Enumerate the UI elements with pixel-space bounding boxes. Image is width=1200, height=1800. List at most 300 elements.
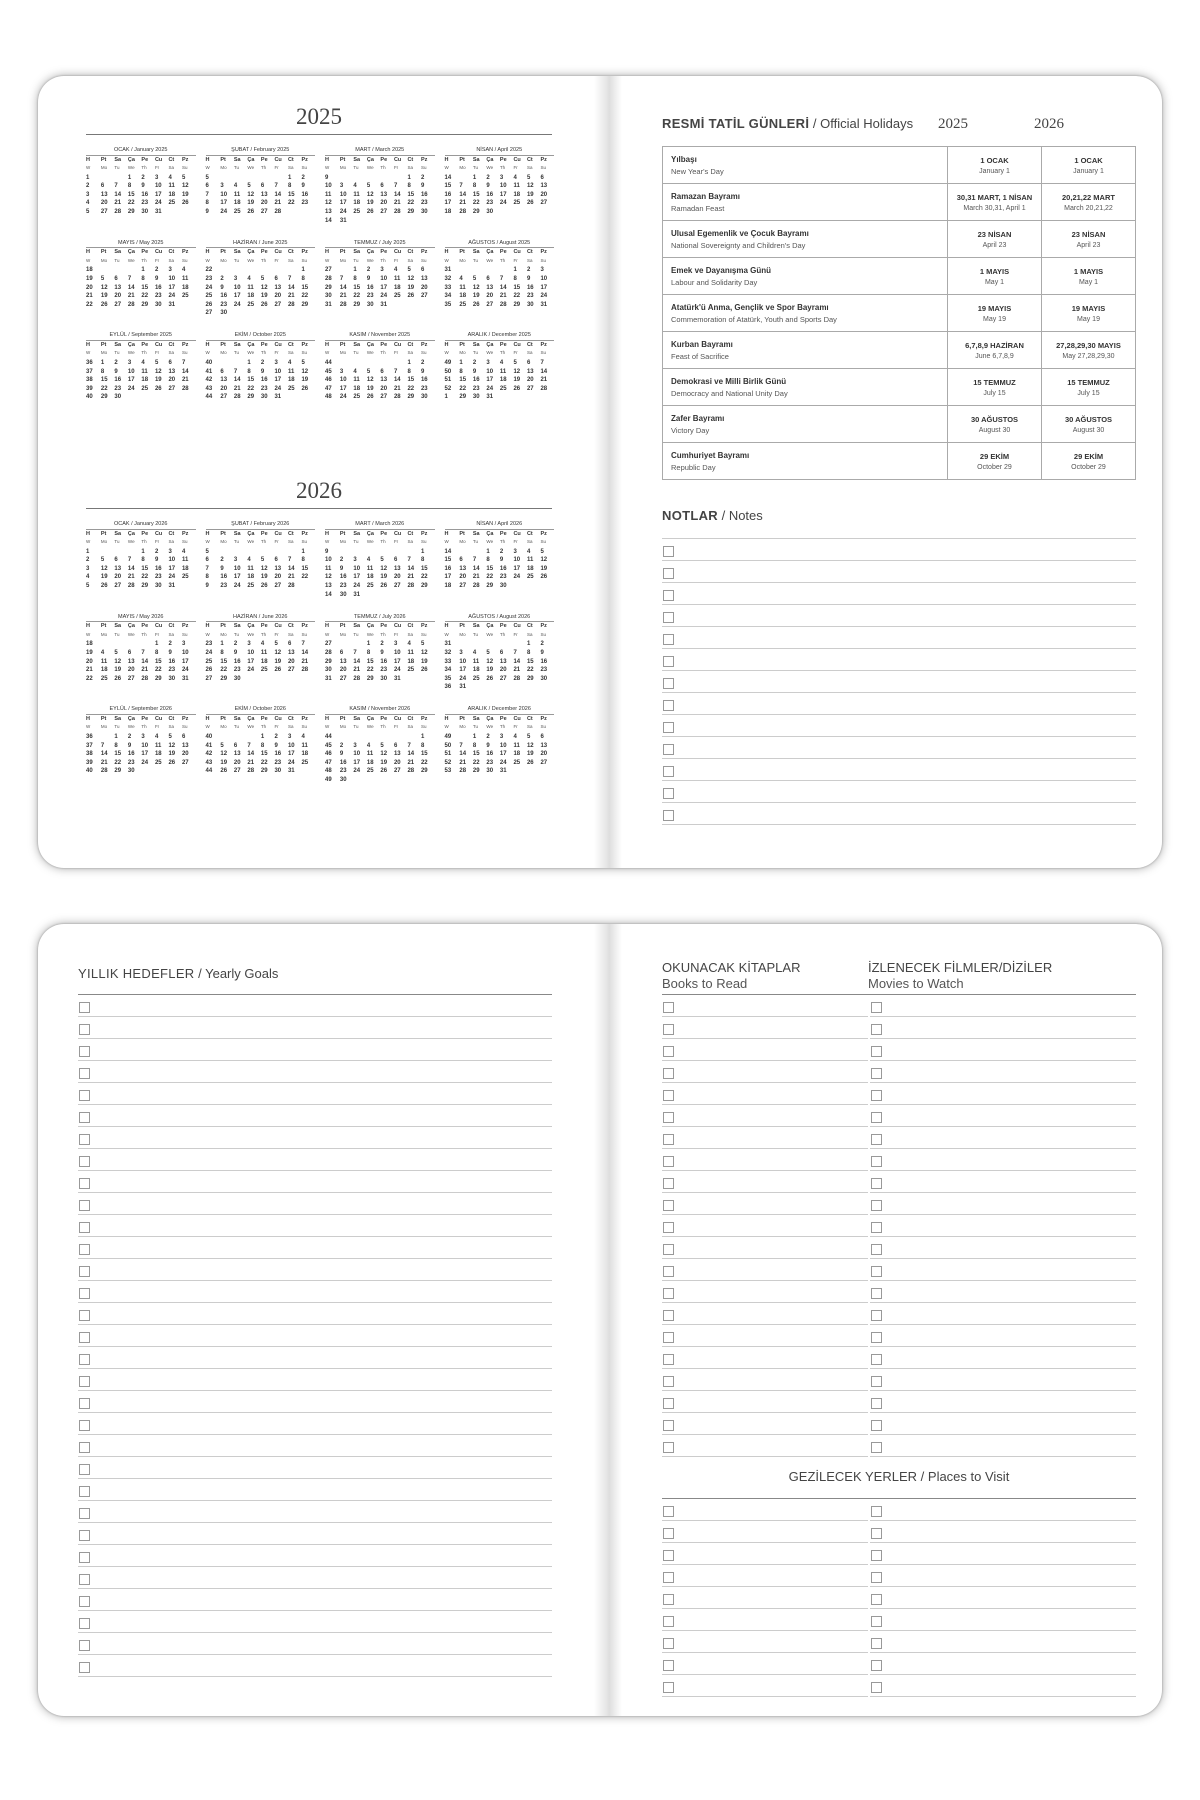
checklist-line[interactable] — [870, 1347, 1136, 1369]
checkbox[interactable] — [871, 1420, 882, 1431]
checklist-line[interactable] — [78, 1017, 552, 1039]
checklist-line[interactable] — [662, 605, 1136, 627]
week-number: 30 — [325, 667, 332, 674]
checkbox[interactable] — [871, 1506, 882, 1517]
checklist-line[interactable] — [78, 1611, 552, 1633]
checkbox[interactable] — [871, 1090, 882, 1101]
checklist-line[interactable] — [870, 1281, 1136, 1303]
empty-day-cell — [261, 310, 275, 317]
checklist-line[interactable] — [662, 693, 1136, 715]
checkbox[interactable] — [663, 678, 674, 689]
day-cell: 30 — [114, 394, 122, 401]
day-cell: 15 — [472, 191, 480, 198]
checklist-line[interactable] — [78, 1545, 552, 1567]
day-cell: 11 — [168, 183, 175, 190]
checkbox[interactable] — [663, 1594, 674, 1605]
checklist-line[interactable] — [662, 1215, 868, 1237]
weekday-header: Ça — [366, 623, 374, 630]
day-cell: 1 — [459, 360, 463, 366]
checklist-line[interactable] — [662, 715, 1136, 737]
checkbox[interactable] — [663, 546, 674, 557]
day-cell: 15 — [353, 284, 361, 291]
checklist-line[interactable] — [662, 1609, 868, 1631]
empty-day-cell — [340, 549, 354, 556]
checklist-line[interactable] — [662, 1149, 868, 1171]
checklist-line[interactable] — [78, 1083, 552, 1105]
checkbox[interactable] — [663, 1528, 674, 1539]
checklist-line[interactable] — [662, 1017, 868, 1039]
checklist-line[interactable] — [662, 1193, 868, 1215]
checklist-line[interactable] — [662, 759, 1136, 781]
checklist-line[interactable] — [870, 1259, 1136, 1281]
checkbox[interactable] — [871, 1660, 882, 1671]
checklist-line[interactable] — [78, 1259, 552, 1281]
checkbox[interactable] — [79, 1574, 90, 1585]
checklist-line[interactable] — [662, 995, 868, 1017]
checkbox[interactable] — [79, 1398, 90, 1409]
checkbox[interactable] — [79, 1134, 90, 1145]
day-cell: 10 — [154, 183, 162, 190]
checkbox[interactable] — [663, 1332, 674, 1343]
checkbox[interactable] — [871, 1594, 882, 1605]
checklist-line[interactable] — [662, 737, 1136, 759]
checklist-line[interactable] — [662, 1325, 868, 1347]
checkbox[interactable] — [663, 1354, 674, 1365]
weekday-header: Pt — [459, 715, 465, 722]
checkbox[interactable] — [79, 1090, 90, 1101]
checklist-line[interactable] — [78, 1391, 552, 1413]
checkbox[interactable] — [871, 1046, 882, 1057]
checklist-line[interactable] — [870, 1499, 1136, 1521]
checklist-line[interactable] — [662, 583, 1136, 605]
checkbox[interactable] — [871, 1332, 882, 1343]
weekday-header-en: We — [247, 165, 255, 171]
checklist-line[interactable] — [870, 1061, 1136, 1083]
checkbox[interactable] — [79, 1376, 90, 1387]
checklist-line[interactable] — [870, 1653, 1136, 1675]
checkbox[interactable] — [663, 1572, 674, 1583]
checkbox[interactable] — [663, 1134, 674, 1145]
checkbox[interactable] — [663, 1024, 674, 1035]
checklist-line[interactable] — [662, 1171, 868, 1193]
checkbox[interactable] — [79, 1024, 90, 1035]
checkbox[interactable] — [871, 1178, 882, 1189]
checklist-line[interactable] — [870, 1127, 1136, 1149]
checkbox[interactable] — [663, 1002, 674, 1013]
day-cell: 22 — [247, 385, 255, 392]
empty-day-cell — [247, 676, 261, 683]
year-title-2025: 2025 — [86, 104, 552, 135]
checkbox[interactable] — [871, 1354, 882, 1365]
checklist-line[interactable] — [870, 1237, 1136, 1259]
day-cell: 21 — [181, 377, 189, 384]
weekday-header-en: Tu — [472, 724, 478, 730]
checkbox[interactable] — [663, 722, 674, 733]
week-number: 23 — [205, 275, 213, 282]
checkbox[interactable] — [871, 1266, 882, 1277]
day-cell: 16 — [472, 377, 480, 384]
checkbox[interactable] — [663, 1616, 674, 1627]
checkbox[interactable] — [663, 700, 674, 711]
day-cell: 11 — [247, 565, 254, 572]
checkbox[interactable] — [79, 1310, 90, 1321]
checkbox[interactable] — [663, 1200, 674, 1211]
checklist-line[interactable] — [78, 1501, 552, 1523]
checkbox[interactable] — [663, 1660, 674, 1671]
checkbox[interactable] — [79, 1068, 90, 1079]
checklist-line[interactable] — [870, 1171, 1136, 1193]
weekday-header: Sa — [114, 623, 122, 630]
weekday-header-en: Sa — [526, 165, 533, 171]
checkbox[interactable] — [663, 1506, 674, 1517]
checkbox[interactable] — [663, 1046, 674, 1057]
checkbox[interactable] — [79, 1112, 90, 1123]
checkbox[interactable] — [79, 1508, 90, 1519]
checkbox[interactable] — [663, 568, 674, 579]
day-cell: 22 — [459, 385, 467, 392]
day-cell: 5 — [420, 641, 425, 648]
checkbox[interactable] — [871, 1616, 882, 1627]
checkbox[interactable] — [663, 1266, 674, 1277]
checkbox[interactable] — [663, 1310, 674, 1321]
week-number: 39 — [86, 385, 93, 392]
checklist-line[interactable] — [662, 1675, 868, 1697]
checklist-line[interactable] — [662, 671, 1136, 693]
weekday-header: Sa — [114, 530, 122, 537]
checkbox[interactable] — [79, 1178, 90, 1189]
checklist-line[interactable] — [870, 1215, 1136, 1237]
checklist-line[interactable] — [662, 1281, 868, 1303]
checklist-line[interactable] — [662, 1303, 868, 1325]
checklist-line[interactable] — [78, 1193, 552, 1215]
checkbox[interactable] — [871, 1200, 882, 1211]
weekday-header: Ça — [486, 249, 494, 256]
checkbox[interactable] — [871, 1156, 882, 1167]
checklist-line[interactable] — [870, 1017, 1136, 1039]
checkbox[interactable] — [663, 1420, 674, 1431]
checklist-line[interactable] — [870, 1325, 1136, 1347]
checklist-line[interactable] — [662, 1105, 868, 1127]
checkbox[interactable] — [79, 1552, 90, 1563]
checkbox[interactable] — [871, 1442, 882, 1453]
day-cell: 4 — [353, 183, 357, 190]
holidays-year-2: 2026 — [1034, 116, 1064, 132]
checkbox[interactable] — [663, 1178, 674, 1189]
checkbox[interactable] — [663, 1068, 674, 1079]
checklist-line[interactable] — [78, 1237, 552, 1259]
day-cell: 13 — [100, 191, 108, 198]
week-number: 38 — [86, 751, 93, 758]
checklist-line[interactable] — [78, 1149, 552, 1171]
checklist-line[interactable] — [78, 1589, 552, 1611]
checkbox[interactable] — [79, 1618, 90, 1629]
checklist-line[interactable] — [78, 1061, 552, 1083]
checkbox[interactable] — [871, 1638, 882, 1649]
checkbox[interactable] — [663, 1638, 674, 1649]
checklist-line[interactable] — [870, 1303, 1136, 1325]
checkbox[interactable] — [79, 1002, 90, 1013]
weekday-header-en: Mo — [100, 631, 108, 637]
checkbox[interactable] — [79, 1354, 90, 1365]
month-calendar — [86, 333, 196, 401]
checklist-line[interactable] — [870, 1391, 1136, 1413]
checklist-line[interactable] — [662, 1259, 868, 1281]
checkbox[interactable] — [663, 1376, 674, 1387]
checklist-line[interactable] — [78, 1303, 552, 1325]
checkbox[interactable] — [663, 1222, 674, 1233]
day-cell: 6 — [459, 557, 463, 564]
day-cell: 9 — [154, 557, 159, 564]
checklist-line[interactable] — [662, 649, 1136, 671]
empty-day-cell — [288, 209, 302, 216]
checklist-line[interactable] — [870, 995, 1136, 1017]
day-cell: 27 — [274, 583, 282, 590]
weekday-header-en: Fr — [393, 257, 399, 263]
empty-day-cell — [128, 394, 142, 401]
checklist-line[interactable] — [662, 1631, 868, 1653]
checklist-line[interactable] — [870, 1521, 1136, 1543]
day-cell: 9 — [472, 368, 477, 375]
checkbox[interactable] — [871, 1398, 882, 1409]
day-cell: 26 — [114, 675, 122, 682]
day-cell: 8 — [301, 275, 305, 282]
checkbox[interactable] — [79, 1288, 90, 1299]
weekday-header-en: We — [486, 257, 494, 263]
checkbox[interactable] — [663, 1112, 674, 1123]
checkbox[interactable] — [79, 1464, 90, 1475]
checkbox[interactable] — [871, 1222, 882, 1233]
checkbox[interactable] — [663, 656, 674, 667]
checklist-line[interactable] — [662, 1369, 868, 1391]
checkbox[interactable] — [871, 1002, 882, 1013]
checkbox[interactable] — [663, 1398, 674, 1409]
checkbox[interactable] — [663, 634, 674, 645]
checklist-line[interactable] — [78, 1281, 552, 1303]
day-cell: 18 — [513, 191, 521, 198]
checkbox[interactable] — [871, 1572, 882, 1583]
day-cell: 20 — [486, 293, 494, 300]
day-cell: 26 — [154, 385, 162, 392]
checkbox[interactable] — [663, 612, 674, 623]
checkbox[interactable] — [663, 1244, 674, 1255]
checklist-line[interactable] — [78, 1039, 552, 1061]
checkbox[interactable] — [79, 1530, 90, 1541]
checklist-line[interactable] — [78, 1347, 552, 1369]
empty-day-cell — [247, 310, 261, 317]
checkbox[interactable] — [79, 1420, 90, 1431]
checkbox[interactable] — [871, 1134, 882, 1145]
week-header-en: W — [444, 539, 449, 545]
checklist-line[interactable] — [78, 1567, 552, 1589]
day-cell: 1 — [301, 267, 305, 274]
weekday-header: Pt — [220, 156, 226, 163]
checklist-line[interactable] — [78, 1523, 552, 1545]
checklist-line[interactable] — [662, 1543, 868, 1565]
day-cell: 20 — [393, 574, 401, 581]
checklist-line[interactable] — [870, 1631, 1136, 1653]
day-cell: 10 — [380, 275, 388, 282]
checklist-line[interactable] — [662, 539, 1136, 561]
checkbox[interactable] — [663, 766, 674, 777]
checklist-line[interactable] — [870, 1149, 1136, 1171]
checkbox[interactable] — [663, 1288, 674, 1299]
checkbox[interactable] — [663, 1550, 674, 1561]
checklist-line[interactable] — [662, 627, 1136, 649]
checkbox[interactable] — [663, 788, 674, 799]
checklist-line[interactable] — [662, 1391, 868, 1413]
day-cell: 21 — [127, 574, 135, 581]
checklist-line[interactable] — [662, 1039, 868, 1061]
checkbox[interactable] — [871, 1682, 882, 1693]
day-cell: 12 — [420, 649, 428, 656]
day-cell: 14 — [247, 751, 255, 758]
checklist-line[interactable] — [870, 1587, 1136, 1609]
checkbox[interactable] — [79, 1222, 90, 1233]
week-number: 6 — [205, 183, 209, 190]
holiday-row — [663, 258, 1136, 295]
checklist-line[interactable] — [78, 995, 552, 1017]
checklist-line[interactable] — [662, 1521, 868, 1543]
day-cell: 31 — [459, 684, 467, 691]
checklist-line[interactable] — [662, 1587, 868, 1609]
day-cell: 14 — [287, 284, 295, 291]
checkbox[interactable] — [79, 1046, 90, 1057]
month-title: OCAK / January 2026 — [86, 522, 196, 530]
checklist-line[interactable] — [870, 1193, 1136, 1215]
checklist-line[interactable] — [78, 1457, 552, 1479]
checkbox[interactable] — [871, 1024, 882, 1035]
checklist-line[interactable] — [78, 1325, 552, 1347]
day-cell: 25 — [513, 200, 521, 207]
checkbox[interactable] — [79, 1332, 90, 1343]
checkbox[interactable] — [871, 1528, 882, 1539]
checkbox[interactable] — [663, 1090, 674, 1101]
weekday-header-en: Mo — [220, 724, 227, 730]
weekday-header-en: Th — [499, 539, 506, 545]
checklist-line[interactable] — [662, 1347, 868, 1369]
checklist-line[interactable] — [662, 1565, 868, 1587]
checklist-line[interactable] — [870, 1675, 1136, 1697]
checkbox[interactable] — [871, 1244, 882, 1255]
week-number: 44 — [205, 768, 213, 775]
checklist-line[interactable] — [662, 1435, 868, 1457]
checkbox[interactable] — [79, 1662, 90, 1673]
checklist-line[interactable] — [78, 1171, 552, 1193]
day-cell: 6 — [114, 275, 118, 282]
checklist-line[interactable] — [78, 1127, 552, 1149]
week-number: 44 — [205, 394, 213, 401]
checklist-line[interactable] — [662, 1127, 868, 1149]
places-title-en: / Places to Visit — [920, 1469, 1010, 1484]
checklist-line[interactable] — [870, 1565, 1136, 1587]
checklist-line[interactable] — [662, 561, 1136, 583]
day-cell: 9 — [260, 368, 265, 375]
checkbox[interactable] — [663, 590, 674, 601]
checkbox[interactable] — [79, 1200, 90, 1211]
checklist-line[interactable] — [78, 1479, 552, 1501]
checkbox[interactable] — [663, 1682, 674, 1693]
checklist-line[interactable] — [870, 1039, 1136, 1061]
day-cell: 11 — [459, 284, 466, 291]
day-cell: 10 — [499, 742, 507, 749]
checkbox[interactable] — [871, 1288, 882, 1299]
checkbox[interactable] — [871, 1068, 882, 1079]
checkbox[interactable] — [79, 1596, 90, 1607]
day-cell: 6 — [526, 360, 531, 366]
checklist-line[interactable] — [78, 1435, 552, 1457]
checklist-line[interactable] — [78, 1215, 552, 1237]
checkbox[interactable] — [871, 1112, 882, 1123]
checkbox[interactable] — [79, 1156, 90, 1167]
checkbox[interactable] — [663, 810, 674, 821]
weekday-header-en: Sa — [287, 257, 294, 263]
empty-day-cell — [367, 218, 381, 225]
checkbox[interactable] — [79, 1244, 90, 1255]
week-number: 41 — [205, 742, 213, 749]
checkbox[interactable] — [871, 1550, 882, 1561]
weekday-header-en: Fr — [154, 350, 160, 356]
checkbox[interactable] — [79, 1640, 90, 1651]
checklist-line[interactable] — [662, 1083, 868, 1105]
checklist-line[interactable] — [78, 1633, 552, 1655]
checkbox[interactable] — [79, 1442, 90, 1453]
checklist-line[interactable] — [870, 1083, 1136, 1105]
checklist-line[interactable] — [870, 1609, 1136, 1631]
day-cell: 2 — [154, 267, 159, 274]
day-cell: 22 — [353, 293, 361, 300]
week-number: 22 — [205, 267, 213, 274]
checklist-line[interactable] — [78, 1413, 552, 1435]
checklist-line[interactable] — [78, 1369, 552, 1391]
checkbox[interactable] — [663, 744, 674, 755]
checkbox[interactable] — [871, 1310, 882, 1321]
checklist-line[interactable] — [662, 781, 1136, 803]
checklist-line[interactable] — [662, 1237, 868, 1259]
day-cell: 14 — [100, 751, 108, 758]
day-cell: 20 — [127, 667, 135, 674]
checklist-line[interactable] — [870, 1105, 1136, 1127]
weekday-header-en: We — [486, 631, 494, 637]
checklist-line[interactable] — [78, 1655, 552, 1677]
checkbox[interactable] — [871, 1376, 882, 1387]
checklist-line[interactable] — [662, 1413, 868, 1435]
week-number: 51 — [444, 377, 452, 384]
weekday-header: Cu — [154, 341, 163, 348]
checklist-line[interactable] — [662, 1499, 868, 1521]
checkbox[interactable] — [79, 1266, 90, 1277]
checklist-line[interactable] — [662, 1061, 868, 1083]
weekday-header-en: Su — [540, 539, 546, 545]
weekday-header-en: Fr — [513, 539, 518, 545]
checklist-line[interactable] — [870, 1413, 1136, 1435]
checkbox[interactable] — [79, 1486, 90, 1497]
holiday-date-tr: 1 MAYIS — [979, 266, 1010, 276]
checklist-line[interactable] — [78, 1105, 552, 1127]
checklist-line[interactable] — [870, 1543, 1136, 1565]
checkbox[interactable] — [663, 1442, 674, 1453]
week-header-en: W — [205, 631, 210, 637]
checklist-line[interactable] — [662, 803, 1136, 825]
day-cell: 19 — [380, 759, 388, 766]
checklist-line[interactable] — [870, 1435, 1136, 1457]
day-cell: 27 — [380, 209, 388, 216]
day-cell: 30 — [141, 209, 149, 216]
weekday-header: Ct — [407, 341, 414, 348]
week-number: 51 — [444, 751, 452, 758]
checkbox[interactable] — [663, 1156, 674, 1167]
checklist-line[interactable] — [662, 1653, 868, 1675]
checklist-line[interactable] — [870, 1369, 1136, 1391]
